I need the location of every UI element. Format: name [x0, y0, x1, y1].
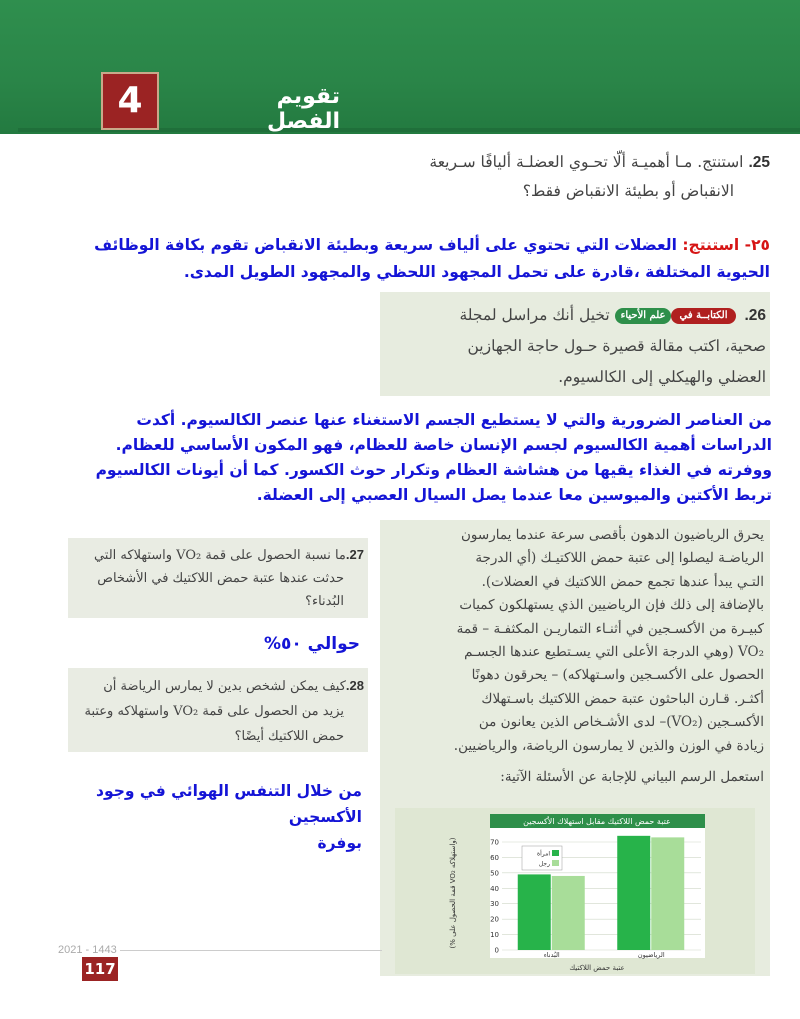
- answer-25-line1: العضلات التي تحتوي على ألياف سريعة وبطيئة الانقباض تقوم بكافة الوظائف: [94, 236, 683, 254]
- answer-26-line1: من العناصر الضرورية والتي لا يستطيع الجسم الاستغناء عنها عنصر الكالسيوم. أكدت: [136, 411, 772, 429]
- passage-instruction: استعمل الرسم البياني للإجابة عن الأسئلة الآتية:: [500, 769, 764, 786]
- chart-title: عتبة حمض اللاكتيك مقابل استهلاك الأكسجين: [523, 817, 671, 826]
- question-26-line2: صحية، اكتب مقالة قصيرة حـول حاجة الجهازين: [467, 337, 766, 355]
- chart-y-tick-label: 0: [494, 946, 499, 955]
- question-26-line1: تخيل أنك مراسل لمجلة: [459, 306, 610, 324]
- passage-line-4: بالإضافة إلى ذلك فإن الرياضيين الذي يستهلكون كميات: [459, 597, 764, 614]
- question-25: [360, 148, 770, 205]
- answer-28-line1: من خلال التنفس الهوائي في وجود الأكسجين: [96, 782, 362, 826]
- question-28-line2: يزيد من الحصول على قمة VO₂ واستهلاكه وعتبة: [84, 704, 344, 719]
- chart-legend-swatch: [552, 860, 559, 866]
- passage-line-2: الرياضـة ليصلوا إلى عتبة حمض اللاكتيـك (أي الدرجة: [475, 550, 764, 567]
- chart-y-axis-label: (% قمة الحصول على VO₂ واستهلاكه): [449, 837, 457, 949]
- answer-28-line2: بوفرة: [317, 834, 362, 852]
- answer-25-label: ٢٥- استنتج:: [682, 236, 770, 254]
- question-26: [386, 300, 766, 393]
- passage-line-3: التـي يبدأ عندها تجمع حمض اللاكتيك في العضلات).: [481, 573, 764, 590]
- answer-25: [40, 232, 770, 286]
- chart-legend-label: امرأة: [536, 850, 550, 858]
- passage-text: [386, 524, 764, 789]
- question-25-number: 25.: [748, 154, 770, 171]
- question-25-line2: الانقباض أو بطيئة الانقباض فقط؟: [522, 182, 734, 200]
- passage-line-7: الحصول على الأكسـجين واسـتهلاكه) – يحرقون دهونًا: [471, 667, 764, 684]
- chart-y-tick-label: 50: [490, 869, 499, 878]
- lactic-threshold-chart: [395, 808, 755, 974]
- passage-line-5: كبيـرة من الأكسـجين في أثنـاء التماريـن المكثفـة – قمة: [456, 620, 764, 637]
- chart-bar: [552, 876, 585, 950]
- chart-panel: [395, 808, 755, 974]
- question-28-line1: كيف يمكن لشخص بدين لا يمارس الرياضة أن: [103, 679, 346, 694]
- answer-26: [60, 408, 772, 508]
- chapter-title: تقويم الفصل: [267, 84, 340, 134]
- answer-28: [40, 778, 362, 856]
- question-28-number: 28.: [345, 678, 364, 693]
- writing-badge: الكتابــة في: [671, 308, 735, 324]
- question-27-line3: البُدناء؟: [305, 594, 344, 609]
- chart-bar: [651, 837, 684, 950]
- chart-y-tick-label: 30: [490, 900, 499, 909]
- question-25-line1: استنتج. مـا أهميـة ألّا تحـوي العضلـة أليافًا سـريعة: [429, 153, 744, 171]
- question-26-line3: العضلي والهيكلي إلى الكالسيوم.: [558, 368, 766, 386]
- answer-27: حوالي ٥٠%: [263, 634, 360, 654]
- chapter-number-badge: 4: [101, 72, 159, 130]
- chart-x-tick-label: الرياضيون: [637, 951, 665, 959]
- footer-rule: [120, 950, 382, 951]
- chart-y-tick-label: 40: [490, 884, 499, 893]
- subject-badge: علم الأحياء: [615, 308, 672, 324]
- question-26-number: 26.: [744, 307, 766, 324]
- passage-line-1: يحرق الرياضيون الدهون بأقصى سرعة عندما يمارسون: [461, 527, 764, 543]
- chart-x-tick-label: البُدناء: [543, 951, 560, 959]
- chart-bar: [518, 874, 551, 950]
- passage-line-9: الأكسـجين (VO₂)– لدى الأشـخاص الذين يعانون من: [478, 714, 764, 731]
- chart-legend-label: رجل: [538, 860, 550, 868]
- question-27-line1: ما نسبة الحصول على قمة VO₂ واستهلاكه التي: [93, 548, 346, 563]
- question-27: [74, 543, 364, 613]
- question-27-line2: حدثت عندها عتبة حمض اللاكتيك في الأشخاص: [97, 571, 344, 586]
- chart-bar: [617, 836, 650, 950]
- answer-26-line3: ووفرته في الغذاء يقيها من هشاشة العظام وتكرار حوث الكسور. كما أن أيونات الكالسيوم: [95, 461, 772, 479]
- chart-y-tick-label: 10: [490, 931, 499, 940]
- question-28: [74, 673, 364, 749]
- page-number: 117: [82, 957, 118, 981]
- passage-line-8: أكثـر. قـارن الباحثون عتبة حمض اللاكتيك باسـتهلاك: [481, 690, 764, 707]
- passage-line-10: زيادة في الوزن والذين لا يمارسون الرياضة، والرياضيين.: [453, 737, 764, 754]
- question-27-number: 27.: [345, 547, 364, 562]
- chart-y-tick-label: 70: [490, 838, 499, 847]
- chart-y-tick-label: 20: [490, 915, 499, 924]
- footer-year: 2021 - 1443: [58, 944, 117, 956]
- passage-line-6: VO₂ (وهي الدرجة الأعلى التي يسـتطيع عندها الجسـم: [464, 644, 764, 661]
- chart-legend-swatch: [552, 850, 559, 856]
- answer-26-line4: تربط الأكتين والميوسين معا عندما يصل السيال العصبي إلى العضلة.: [256, 486, 772, 504]
- answer-26-line2: الدراسات أهمية الكالسيوم لجسم الإنسان خاصة للعظام، فهو المكون الأساسي للعظام.: [115, 436, 772, 454]
- chart-y-tick-label: 60: [490, 853, 499, 862]
- chart-x-axis-label: عتبة حمض اللاكتيك: [569, 964, 625, 972]
- answer-25-line2: الحيوية المختلفة ،قادرة على تحمل المجهود اللحظي والمجهود الطويل المدى.: [183, 263, 770, 281]
- question-28-line3: حمض اللاكتيك أيضًا؟: [234, 729, 344, 744]
